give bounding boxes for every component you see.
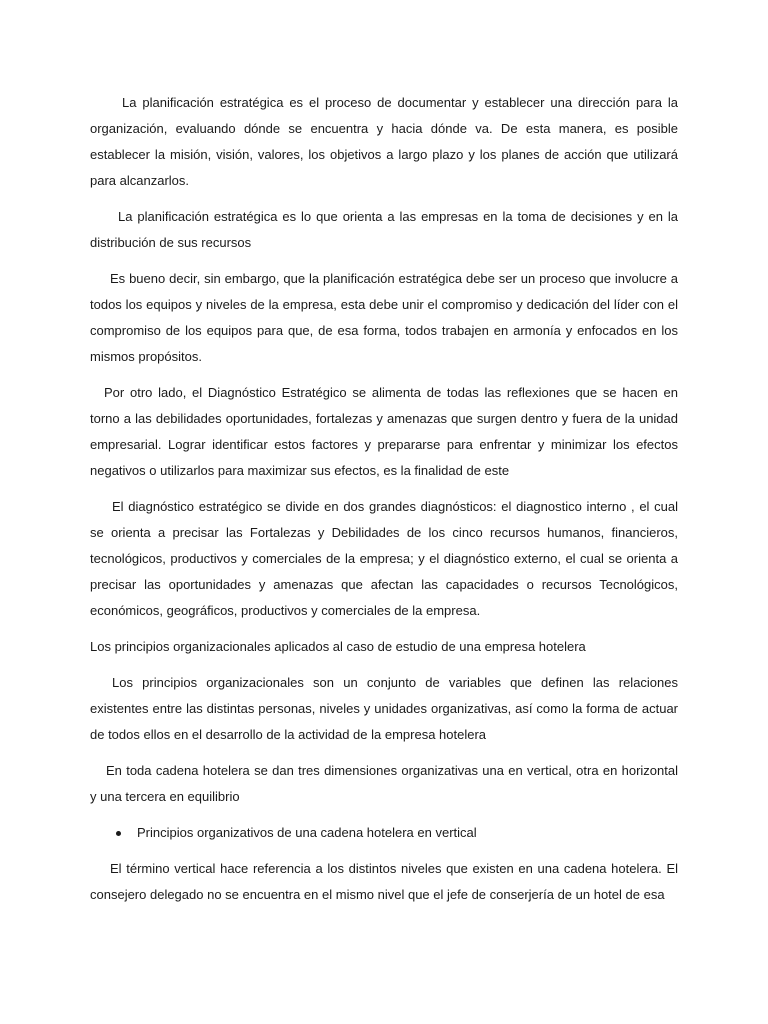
section-heading: Los principios organizacionales aplicados al caso de estudio de una empresa hotelera — [90, 639, 586, 654]
paragraph-planificacion-equipos: Es bueno decir, sin embargo, que la planificación estratégica debe ser un proceso que involucre a todos los equipos y niveles de la empresa, esta debe unir el compromiso y dedicación del líder con el compromiso de los equipos para que, de esa forma, todos trabajen en armonía y enfocados en los mismos propósitos. — [90, 271, 678, 364]
document-body — [90, 90, 678, 918]
paragraph-planificacion-orienta: La planificación estratégica es lo que orienta a las empresas en la toma de decisiones y en la distribución de sus recursos — [90, 209, 678, 250]
paragraph-diagnostico-estrategico: Por otro lado, el Diagnóstico Estratégico se alimenta de todas las reflexiones que se hacen en torno a las debilidades oportunidades, fortalezas y amenazas que surgen dentro y fuera de la unidad empresarial. Lograr identificar estos factores y prepararse para enfrentar y minimizar los efectos negativos o utilizarlos para maximizar sus efectos, es la finalidad de este — [90, 385, 678, 478]
paragraph-planificacion-definicion: La planificación estratégica es el proceso de documentar y establecer una dirección para la organización, evaluando dónde se encuentra y hacia dónde va. De esta manera, es posible establecer la misión, visión, valores, los objetivos a largo plazo y los planes de acción que utilizará para alcanzarlos. — [90, 95, 678, 188]
paragraph-termino-vertical: El término vertical hace referencia a los distintos niveles que existen en una cadena hotelera. El consejero delegado no se encuentra en el mismo nivel que el jefe de conserjería de un hotel de esa — [90, 861, 678, 902]
bullet-icon — [116, 831, 121, 836]
paragraph-diagnostico-division: El diagnóstico estratégico se divide en dos grandes diagnósticos: el diagnostico interno , el cual se orienta a precisar las Fortalezas y Debilidades de los cinco recursos humanos, financieros, tecnológicos, productivos y comerciales de la empresa; y el diagnóstico externo, el cual se orienta a precisar las oportunidades y amenazas que afectan las capacidades o recursos Tecnológicos, económicos, geográficos, productivos y comerciales de la empresa. — [90, 499, 678, 618]
paragraph-principios-definicion: Los principios organizacionales son un conjunto de variables que definen las relaciones existentes entre las distintas personas, niveles y unidades organizativas, así como la forma de actuar de todos ellos en el desarrollo de la actividad de la empresa hotelera — [90, 675, 678, 742]
paragraph-tres-dimensiones: En toda cadena hotelera se dan tres dimensiones organizativas una en vertical, otra en horizontal y una tercera en equilibrio — [90, 763, 678, 804]
bullet-item-text: Principios organizativos de una cadena hotelera en vertical — [137, 825, 477, 840]
bullet-list-item — [90, 820, 678, 846]
